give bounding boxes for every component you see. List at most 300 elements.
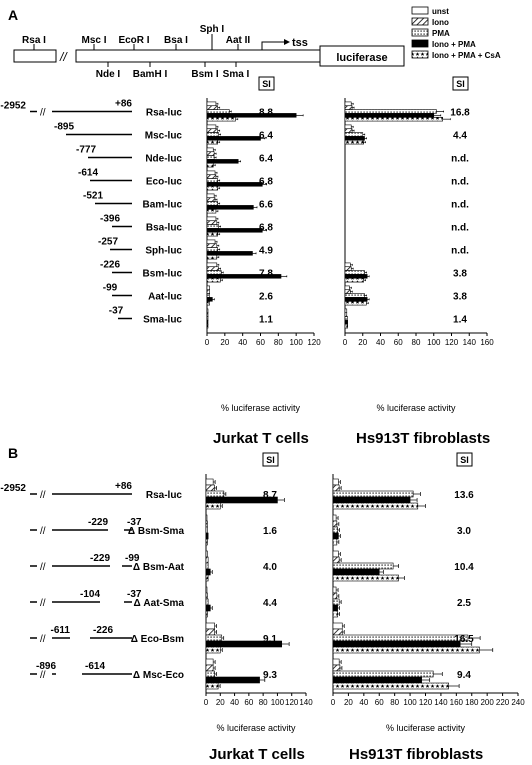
bar-iono-pma-rsa-luc <box>207 113 296 117</box>
bar-iono-pma-csa-sma-luc <box>345 324 348 328</box>
bar-group-sma-luc <box>207 309 273 328</box>
bar-iono-pma-aat-luc <box>207 297 212 301</box>
bar-iono-bsm-sma <box>333 521 337 527</box>
construct-start-coord: -396 <box>99 213 121 225</box>
map-luciferase-label: luciferase <box>336 52 388 64</box>
bar-unst-sph-luc <box>207 240 215 244</box>
bar-unst-bsm-aat <box>333 551 338 557</box>
bar-group-rsa-luc <box>345 102 470 121</box>
si-value-msc-luc: 4.4 <box>453 130 467 142</box>
bar-group-eco-luc <box>207 171 273 190</box>
bar-iono-pma-csa-sph-luc <box>207 255 217 259</box>
si-value-sma-luc: 1.4 <box>453 314 467 326</box>
bar-group-bsm-luc <box>345 263 467 282</box>
tss-label: tss <box>292 37 308 49</box>
bar-group-msc-luc <box>345 125 467 144</box>
construct-name: Δ Eco-Bsm <box>130 634 184 645</box>
bar-pma-aat-sma <box>333 599 339 605</box>
bar-iono-msc-eco <box>206 665 213 671</box>
bar-iono-pma-nde-luc <box>207 159 238 163</box>
construct-break-symbol: // <box>40 598 46 609</box>
bar-pma-bsa-luc <box>207 225 219 229</box>
x-tick-label: 120 <box>418 698 433 707</box>
bar-group-bsm-sma <box>333 515 471 545</box>
bar-iono-pma-csa-aat-sma <box>333 611 338 617</box>
bar-iono-pma-csa-bsm-luc <box>207 278 220 282</box>
x-tick-label: 0 <box>342 338 348 347</box>
legend-swatch-iono-pma <box>412 40 428 47</box>
construct-row-msc-luc <box>54 122 182 142</box>
construct-end-coord: -37 <box>127 517 142 528</box>
bar-unst-rsa-luc <box>333 479 338 485</box>
si-value-eco-bsm: 16.5 <box>454 634 474 645</box>
construct-row-msc-eco <box>30 661 184 681</box>
legend <box>412 7 501 60</box>
bar-pma-aat-luc <box>345 294 365 298</box>
bar-iono-msc-eco <box>333 665 340 671</box>
bar-iono-pma-csa-bsm-sma <box>206 539 207 545</box>
bar-iono-pma-csa-msc-eco <box>333 683 449 689</box>
bar-unst-bsm-luc <box>207 263 217 267</box>
bar-pma-aat-luc <box>207 294 210 298</box>
bar-iono-pma-sma-luc <box>207 320 208 324</box>
bar-group-sma-luc <box>345 309 467 328</box>
construct-start-coord: -229 <box>87 517 108 528</box>
si-value-aat-luc: 2.6 <box>259 291 273 303</box>
bar-iono-pma-csa-eco-bsm <box>206 647 220 653</box>
bar-iono-pma-bsm-sma <box>333 533 338 539</box>
bar-iono-pma-csa-bsm-aat <box>206 575 208 581</box>
si-value-rsa-luc: 8.7 <box>263 490 277 501</box>
bar-unst-bam-luc <box>207 194 214 198</box>
bar-unst-bsm-sma <box>206 515 207 521</box>
x-tick-label: 80 <box>258 698 268 707</box>
caption-jurkat-a: Jurkat T cells <box>213 430 309 447</box>
site-sma: Sma I <box>222 69 250 80</box>
x-tick-label: 20 <box>343 698 353 707</box>
bar-group-bsa-luc <box>451 223 469 234</box>
x-tick-label: 180 <box>465 698 479 707</box>
bar-iono-pma-csa-bsm-aat <box>333 575 399 581</box>
bar-group-bsm-luc <box>207 263 287 282</box>
bar-unst-rsa-luc <box>345 102 351 106</box>
bar-pma-msc-eco <box>333 671 433 677</box>
x-tick-label: 80 <box>411 338 421 347</box>
bar-iono-pma-bsm-aat <box>333 569 379 575</box>
bar-iono-pma-eco-bsm <box>333 641 460 647</box>
bar-pma-sph-luc <box>207 248 218 252</box>
x-tick-label: 220 <box>495 698 510 707</box>
x-tick-label: 60 <box>374 698 384 707</box>
bar-group-sph-luc <box>207 240 273 259</box>
si-value-eco-luc: 6.8 <box>259 176 273 188</box>
bar-group-bam-luc <box>451 200 469 211</box>
x-tick-label: 60 <box>244 698 254 707</box>
bar-iono-pma-csa-rsa-luc <box>345 117 443 121</box>
bar-iono-pma-csa-rsa-luc <box>333 503 418 509</box>
site-bsa: Bsa I <box>164 35 188 46</box>
legend-swatch-pma <box>412 29 428 36</box>
si-value-msc-eco: 9.3 <box>263 670 277 681</box>
construct-row-rsa-luc <box>0 99 182 119</box>
construct-start-coord: -2952 <box>0 483 26 494</box>
legend-label-unst: unst <box>432 7 449 16</box>
si-value-bsm-aat: 4.0 <box>263 562 277 573</box>
construct-name: Δ Aat-Sma <box>133 598 184 609</box>
bar-iono-sma-luc <box>345 313 347 317</box>
bar-unst-msc-eco <box>206 659 213 665</box>
bar-pma-sma-luc <box>207 317 208 321</box>
construct-row-aat-luc <box>103 283 183 303</box>
site-bamh: BamH I <box>132 69 168 80</box>
bar-unst-rsa-luc <box>207 102 216 106</box>
bar-pma-bsm-aat <box>333 563 393 569</box>
construct-row-rsa-luc <box>0 481 182 501</box>
construct-name: Sma-luc <box>143 314 182 326</box>
bar-pma-sma-luc <box>345 317 348 321</box>
caption-hs913t-a: Hs913T fibroblasts <box>356 430 491 447</box>
construct-end-coord: +86 <box>115 481 132 492</box>
chart-b-jurkat <box>204 453 313 733</box>
bar-iono-pma-csa-msc-eco <box>206 683 218 689</box>
construct-name: Δ Msc-Eco <box>132 670 184 681</box>
x-tick-label: 140 <box>434 698 448 707</box>
construct-name: Bsm-luc <box>142 268 182 280</box>
bar-iono-pma-bsm-sma <box>206 533 208 539</box>
bar-group-msc-eco <box>206 659 277 689</box>
bar-unst-aat-sma <box>333 587 336 593</box>
si-value-bsm-luc: 7.8 <box>259 268 273 280</box>
x-tick-label: 100 <box>427 338 441 347</box>
bar-iono-rsa-luc <box>207 106 218 110</box>
construct-row-sma-luc <box>109 306 183 326</box>
map-break-symbol: // <box>60 50 67 64</box>
bar-iono-bsm-aat <box>206 557 208 563</box>
si-header: SI <box>456 79 465 89</box>
bar-iono-pma-bsa-luc <box>207 228 262 232</box>
construct-start-coord: -777 <box>75 144 97 156</box>
bar-group-eco-luc <box>451 177 469 188</box>
bar-iono-eco-bsm <box>333 629 342 635</box>
x-axis-label: % luciferase activity <box>385 723 466 733</box>
legend-label-iono-pma: Iono + PMA <box>432 40 476 49</box>
site-msc: Msc I <box>81 35 107 46</box>
bar-iono-pma-rsa-luc <box>345 113 434 117</box>
construct-name: Msc-luc <box>144 130 182 142</box>
bar-iono-pma-csa-eco-luc <box>207 186 218 190</box>
x-tick-label: 40 <box>238 338 248 347</box>
site-aat: Aat II <box>225 35 251 46</box>
x-tick-label: 80 <box>273 338 283 347</box>
x-tick-label: 240 <box>511 698 525 707</box>
bar-group-aat-luc <box>207 286 273 305</box>
x-tick-label: 0 <box>203 698 209 707</box>
construct-start-coord: -37 <box>108 305 124 317</box>
x-tick-label: 0 <box>204 338 210 347</box>
bar-pma-aat-sma <box>206 599 208 605</box>
si-header: SI <box>262 79 271 89</box>
si-value-aat-luc: 3.8 <box>453 291 467 303</box>
bar-iono-bsm-sma <box>206 521 207 527</box>
tss-arrow <box>262 42 284 50</box>
construct-start-coord: -614 <box>77 167 99 179</box>
construct-end-coord: -614 <box>85 661 106 672</box>
x-tick-label: 140 <box>299 698 313 707</box>
bar-unst-eco-bsm <box>206 623 215 629</box>
construct-start-coord: -611 <box>50 625 70 636</box>
bar-unst-rsa-luc <box>206 479 213 485</box>
bar-pma-nde-luc <box>207 156 214 160</box>
bar-iono-bsm-luc <box>207 267 219 271</box>
construct-end-coord: +86 <box>115 98 132 110</box>
bar-iono-pma-csa-bsm-luc <box>345 278 364 282</box>
construct-start-coord: -226 <box>99 259 121 271</box>
x-tick-label: 140 <box>462 338 476 347</box>
x-tick-label: 40 <box>359 698 369 707</box>
chart-b-hs913t <box>331 453 525 733</box>
bar-pma-bsm-luc <box>207 271 221 275</box>
construct-start-coord: -521 <box>82 190 104 202</box>
x-tick-label: 80 <box>390 698 400 707</box>
bar-group-sph-luc <box>451 246 469 257</box>
chart-a-hs913t <box>343 77 494 413</box>
si-header: SI <box>460 455 469 465</box>
bar-iono-eco-luc <box>207 175 216 179</box>
construct-name: Aat-luc <box>148 291 182 303</box>
bar-iono-pma-csa-eco-bsm <box>333 647 479 653</box>
bar-group-bsm-sma <box>206 515 277 545</box>
si-value-bsm-aat: 10.4 <box>454 562 474 573</box>
construct-start-coord: -104 <box>79 589 100 600</box>
bar-iono-bsa-luc <box>207 221 217 225</box>
bar-iono-pma-bsm-luc <box>345 274 367 278</box>
construct-name: Rsa-luc <box>145 107 182 119</box>
si-header: SI <box>266 455 275 465</box>
restriction-map <box>14 24 404 80</box>
bar-iono-rsa-luc <box>345 106 352 110</box>
bar-pma-msc-eco <box>206 671 215 677</box>
construct-start-coord: -257 <box>97 236 119 248</box>
bar-iono-pma-csa-bam-luc <box>207 209 216 213</box>
bar-iono-pma-csa-aat-sma <box>206 611 207 617</box>
si-value-msc-eco: 9.4 <box>457 670 471 681</box>
bar-unst-sma-luc <box>345 309 347 313</box>
x-tick-label: 60 <box>393 338 403 347</box>
si-value-sph-luc: 4.9 <box>259 245 273 257</box>
bar-iono-pma-csa-msc-luc <box>345 140 364 144</box>
si-value-bam-luc: 6.6 <box>259 199 273 211</box>
construct-name: Bam-luc <box>142 199 182 211</box>
bar-group-nde-luc <box>207 148 273 167</box>
bar-iono-bsm-luc <box>345 267 351 271</box>
si-value-nde-luc: 6.4 <box>259 153 273 165</box>
bar-unst-nde-luc <box>207 148 213 152</box>
bar-group-eco-bsm <box>333 623 493 653</box>
bar-group-msc-eco <box>333 659 471 689</box>
bar-group-aat-sma <box>333 587 471 617</box>
bar-unst-msc-eco <box>333 659 339 665</box>
bar-iono-pma-csa-aat-luc <box>207 301 210 305</box>
x-axis-label: % luciferase activity <box>216 723 296 733</box>
si-value-msc-luc: 6.4 <box>259 130 273 142</box>
map-left-fragment <box>14 50 56 62</box>
bar-iono-rsa-luc <box>206 485 215 491</box>
x-tick-label: 20 <box>358 338 368 347</box>
construct-row-aat-sma <box>30 589 184 609</box>
construct-row-eco-luc <box>78 168 182 188</box>
bar-iono-pma-csa-rsa-luc <box>206 503 220 509</box>
si-value-bsm-sma: 3.0 <box>457 526 471 537</box>
bar-iono-pma-csa-nde-luc <box>207 163 213 167</box>
bar-iono-bsm-aat <box>333 557 339 563</box>
legend-label-iono-pma-csa: Iono + PMA + CsA <box>432 51 501 60</box>
bar-iono-aat-sma <box>206 593 207 599</box>
bar-pma-eco-bsm <box>206 635 222 641</box>
si-value-sph-luc: n.d. <box>451 245 469 257</box>
construct-name: Eco-luc <box>145 176 182 188</box>
bar-iono-pma-msc-luc <box>345 136 365 140</box>
bar-iono-pma-bam-luc <box>207 205 253 209</box>
bar-pma-bsm-aat <box>206 563 208 569</box>
bar-group-aat-luc <box>345 286 467 305</box>
bar-unst-msc-luc <box>207 125 216 129</box>
bar-unst-bsm-aat <box>206 551 207 557</box>
bar-iono-aat-sma <box>333 593 337 599</box>
bar-unst-bsa-luc <box>207 217 216 221</box>
bar-group-bsm-aat <box>333 551 474 581</box>
construct-row-sph-luc <box>98 237 182 257</box>
construct-row-bsm-sma <box>30 517 184 537</box>
x-axis-label: % luciferase activity <box>376 403 456 413</box>
caption-jurkat-b: Jurkat T cells <box>209 746 305 763</box>
bar-pma-msc-luc <box>345 133 363 137</box>
si-value-rsa-luc: 16.8 <box>450 107 470 119</box>
bar-unst-aat-sma <box>206 587 207 593</box>
bar-iono-pma-csa-sma-luc <box>207 324 208 328</box>
x-tick-label: 160 <box>449 698 464 707</box>
x-tick-label: 200 <box>480 698 494 707</box>
x-tick-label: 100 <box>403 698 417 707</box>
bar-iono-sph-luc <box>207 244 217 248</box>
si-value-rsa-luc: 8.8 <box>259 107 273 119</box>
construct-start-coord: -896 <box>35 661 56 672</box>
si-value-eco-bsm: 9.1 <box>263 634 277 645</box>
bar-unst-aat-luc <box>345 286 349 290</box>
bar-iono-eco-bsm <box>206 629 215 635</box>
construct-break-symbol: // <box>40 634 46 645</box>
bar-pma-bsm-sma <box>333 527 338 533</box>
panel-label-b: B <box>8 445 19 461</box>
construct-end-coord: -226 <box>93 625 114 636</box>
bar-iono-pma-csa-bsa-luc <box>207 232 218 236</box>
bar-iono-pma-rsa-luc <box>333 497 410 503</box>
bar-group-aat-sma <box>206 587 277 617</box>
si-value-aat-sma: 2.5 <box>457 598 471 609</box>
caption-hs913t-b: Hs913T fibroblasts <box>349 746 484 763</box>
bar-iono-pma-sma-luc <box>345 320 348 324</box>
bar-iono-pma-sph-luc <box>207 251 252 255</box>
bar-iono-pma-msc-eco <box>206 677 260 683</box>
legend-swatch-unst <box>412 7 428 14</box>
si-value-rsa-luc: 13.6 <box>454 490 474 501</box>
bar-group-bsm-aat <box>206 551 277 581</box>
bar-iono-pma-csa-bsm-sma <box>333 539 337 545</box>
bar-iono-pma-csa-rsa-luc <box>207 117 236 121</box>
site-sph: Sph I <box>199 24 225 35</box>
construct-row-bsa-luc <box>100 214 182 234</box>
bar-pma-bsm-sma <box>206 527 207 533</box>
bar-pma-msc-luc <box>207 133 219 137</box>
construct-row-bsm-aat <box>30 553 185 573</box>
bar-group-bam-luc <box>207 194 273 213</box>
bar-pma-bsm-luc <box>345 271 365 275</box>
construct-break-symbol: // <box>40 490 46 501</box>
bar-iono-nde-luc <box>207 152 214 156</box>
bar-iono-pma-eco-luc <box>207 182 262 186</box>
bar-unst-msc-luc <box>345 125 351 129</box>
x-tick-label: 120 <box>285 698 299 707</box>
construct-row-bsm-luc <box>100 260 182 280</box>
bar-group-rsa-luc <box>206 479 284 509</box>
bar-iono-pma-aat-sma <box>333 605 338 611</box>
bar-unst-bsm-sma <box>333 515 336 521</box>
construct-name: Rsa-luc <box>145 490 182 501</box>
construct-row-bam-luc <box>83 191 182 211</box>
bar-unst-bsm-luc <box>345 263 350 267</box>
construct-end-coord: -99 <box>125 553 140 564</box>
bar-group-msc-luc <box>207 125 273 144</box>
bar-iono-pma-aat-luc <box>345 297 367 301</box>
bar-iono-pma-aat-sma <box>206 605 210 611</box>
construct-name: Sph-luc <box>145 245 182 257</box>
bar-iono-pma-msc-luc <box>207 136 261 140</box>
bar-unst-aat-luc <box>207 286 210 290</box>
construct-name: Nde-luc <box>145 153 182 165</box>
bar-group-bsa-luc <box>207 217 273 236</box>
legend-label-iono: Iono <box>432 18 449 27</box>
construct-break-symbol: // <box>40 670 46 681</box>
construct-name: Δ Bsm-Aat <box>132 562 184 573</box>
bar-iono-pma-msc-eco <box>333 677 422 683</box>
construct-break-symbol: // <box>40 562 46 573</box>
bar-iono-rsa-luc <box>333 485 339 491</box>
legend-swatch-iono <box>412 18 428 25</box>
legend-swatch-iono-pma-csa <box>412 51 428 58</box>
chart-a-jurkat <box>205 77 321 413</box>
construct-row-nde-luc <box>76 145 182 165</box>
bar-group-eco-bsm <box>206 623 289 653</box>
bar-pma-rsa-luc <box>207 110 229 114</box>
bar-iono-pma-csa-aat-luc <box>345 301 366 305</box>
bar-pma-rsa-luc <box>333 491 413 497</box>
site-ecor: EcoR I <box>118 35 150 46</box>
x-tick-label: 0 <box>330 698 336 707</box>
construct-start-coord: -99 <box>102 282 118 294</box>
bar-iono-msc-luc <box>345 129 352 133</box>
x-tick-label: 120 <box>444 338 459 347</box>
bar-iono-pma-csa-msc-luc <box>207 140 218 144</box>
x-tick-label: 120 <box>307 338 321 347</box>
panel-label-a: A <box>8 7 19 23</box>
construct-start-coord: -895 <box>53 121 75 133</box>
construct-break-symbol: // <box>40 107 46 119</box>
legend-label-pma: PMA <box>432 29 450 38</box>
x-tick-label: 20 <box>220 338 230 347</box>
bar-unst-eco-luc <box>207 171 215 175</box>
site-nde: Nde I <box>95 69 121 80</box>
bar-iono-sma-luc <box>207 313 208 317</box>
bar-iono-pma-bsm-aat <box>206 569 210 575</box>
